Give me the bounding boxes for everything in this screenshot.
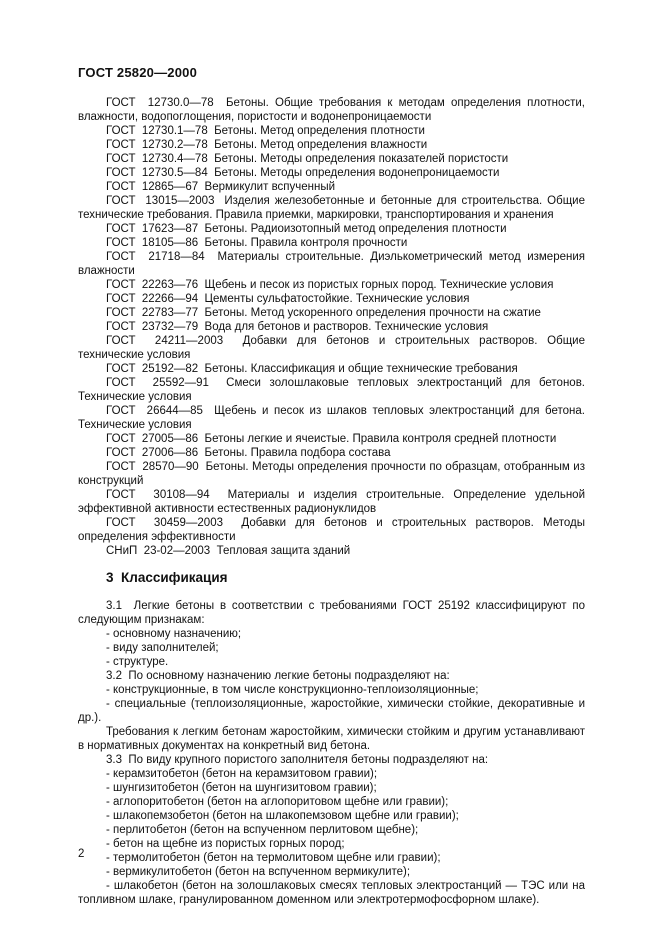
reference-entry: ГОСТ 27006—86 Бетоны. Правила подбора состава (106, 447, 391, 459)
paragraph: - перлитобетон (бетон на вспученном перлитовом щебне); (106, 824, 419, 836)
paragraph: - специальные (теплоизоляционные, жаростойкие, химически стойкие, декоративные и др.). (78, 698, 585, 724)
reference-entry: ГОСТ 21718—84 Материалы строительные. Диэлькометрический метод измерения влажности (78, 251, 585, 277)
paragraph: - шлакопемзобетон (бетон на шлакопемзовом щебне или гравии); (106, 810, 459, 822)
reference-entry: ГОСТ 12730.4—78 Бетоны. Методы определения показателей пористости (106, 153, 509, 165)
reference-entry: ГОСТ 12730.1—78 Бетоны. Метод определения плотности (106, 125, 425, 137)
paragraph: 3.3 По виду крупного пористого заполнителя бетоны подразделяют на: (106, 754, 489, 766)
reference-entry: ГОСТ 24211—2003 Добавки для бетонов и строительных растворов. Общие технические условия (78, 335, 585, 361)
page-number: 2 (78, 848, 85, 860)
paragraph: - керамзитобетон (бетон на керамзитовом гравии); (106, 768, 378, 780)
paragraph: - основному назначению; (106, 628, 242, 640)
reference-entry: ГОСТ 27005—86 Бетоны легкие и ячеистые. Правила контроля средней плотности (106, 433, 557, 445)
reference-entry: ГОСТ 22266—94 Цементы сульфатостойкие. Технические условия (106, 293, 470, 305)
reference-entry: ГОСТ 22783—77 Бетоны. Метод ускоренного определения прочности на сжатие (106, 307, 541, 319)
reference-entry: ГОСТ 23732—79 Вода для бетонов и растворов. Технические условия (106, 321, 489, 333)
paragraph: - бетон на щебне из пористых горных пород; (106, 838, 345, 850)
paragraph: - виду заполнителей; (106, 642, 219, 654)
paragraph: 3.1 Легкие бетоны в соответствии с требованиями ГОСТ 25192 классифицируют по следующим признакам: (78, 600, 585, 626)
paragraph: Требования к легким бетонам жаростойким, химически стойким и другим устанавливают в нормативных документах на конкретный вид бетона. (78, 726, 585, 752)
reference-entry: ГОСТ 30459—2003 Добавки для бетонов и строительных растворов. Методы определения эффективности (78, 517, 585, 543)
reference-entry: ГОСТ 12730.2—78 Бетоны. Метод определения влажности (106, 139, 428, 151)
reference-entry: ГОСТ 25592—91 Смеси золошлаковые тепловых электростанций для бетонов. Технические условия (78, 377, 585, 403)
paragraph: - аглопоритобетон (бетон на аглопоритовом щебне или гравии); (106, 796, 449, 808)
reference-entry: ГОСТ 17623—87 Бетоны. Радиоизотопный метод определения плотности (106, 223, 507, 235)
references-list (78, 96, 585, 558)
paragraph: 3.2 По основному назначению легкие бетоны подразделяют на: (106, 670, 450, 682)
document-body (78, 96, 585, 907)
reference-entry: ГОСТ 30108—94 Материалы и изделия строительные. Определение удельной эффективной активности естественных радионуклидов (78, 489, 585, 515)
reference-entry: ГОСТ 12730.5—84 Бетоны. Методы определения водонепроницаемости (106, 167, 500, 179)
paragraph: - шунгизитобетон (бетон на шунгизитовом гравии); (106, 782, 377, 794)
paragraph: - вермикулитобетон (бетон на вспученном вермикулите); (106, 866, 411, 878)
reference-entry: ГОСТ 18105—86 Бетоны. Правила контроля прочности (106, 237, 408, 249)
reference-entry: СНиП 23-02—2003 Тепловая защита зданий (106, 545, 351, 557)
reference-entry: ГОСТ 28570—90 Бетоны. Методы определения прочности по образцам, отобранным из конструкций (78, 461, 585, 487)
reference-entry: ГОСТ 12730.0—78 Бетоны. Общие требования к методам определения плотности, влажности, водопоглощения, пористости и водонепроницаемости (78, 97, 585, 123)
reference-entry: ГОСТ 13015—2003 Изделия железобетонные и бетонные для строительства. Общие технические требования. Правила приемки, маркировки, транспортирования и хранения (78, 195, 585, 221)
classification-content (78, 599, 585, 907)
reference-entry: ГОСТ 22263—76 Щебень и песок из пористых горных пород. Технические условия (106, 279, 554, 291)
paragraph: - конструкционные, в том числе конструкционно-теплоизоляционные; (106, 684, 479, 696)
document-code-header: ГОСТ 25820—2000 (78, 65, 197, 80)
reference-entry: ГОСТ 12865—67 Вермикулит вспученный (106, 181, 336, 193)
section-heading-classification: 3 Классификация (106, 570, 228, 585)
reference-entry: ГОСТ 26644—85 Щебень и песок из шлаков тепловых электростанций для бетона. Технические условия (78, 405, 585, 431)
paragraph: - термолитобетон (бетон на термолитовом щебне или гравии); (106, 852, 441, 864)
reference-entry: ГОСТ 25192—82 Бетоны. Классификация и общие технические требования (106, 363, 518, 375)
paragraph: - шлакобетон (бетон на золошлаковых смесях тепловых электростанций — ТЭС или на топливном шлаке, гранулированном доменном или электротермофосфорном шлаке). (78, 880, 585, 906)
paragraph: - структуре. (106, 656, 169, 668)
